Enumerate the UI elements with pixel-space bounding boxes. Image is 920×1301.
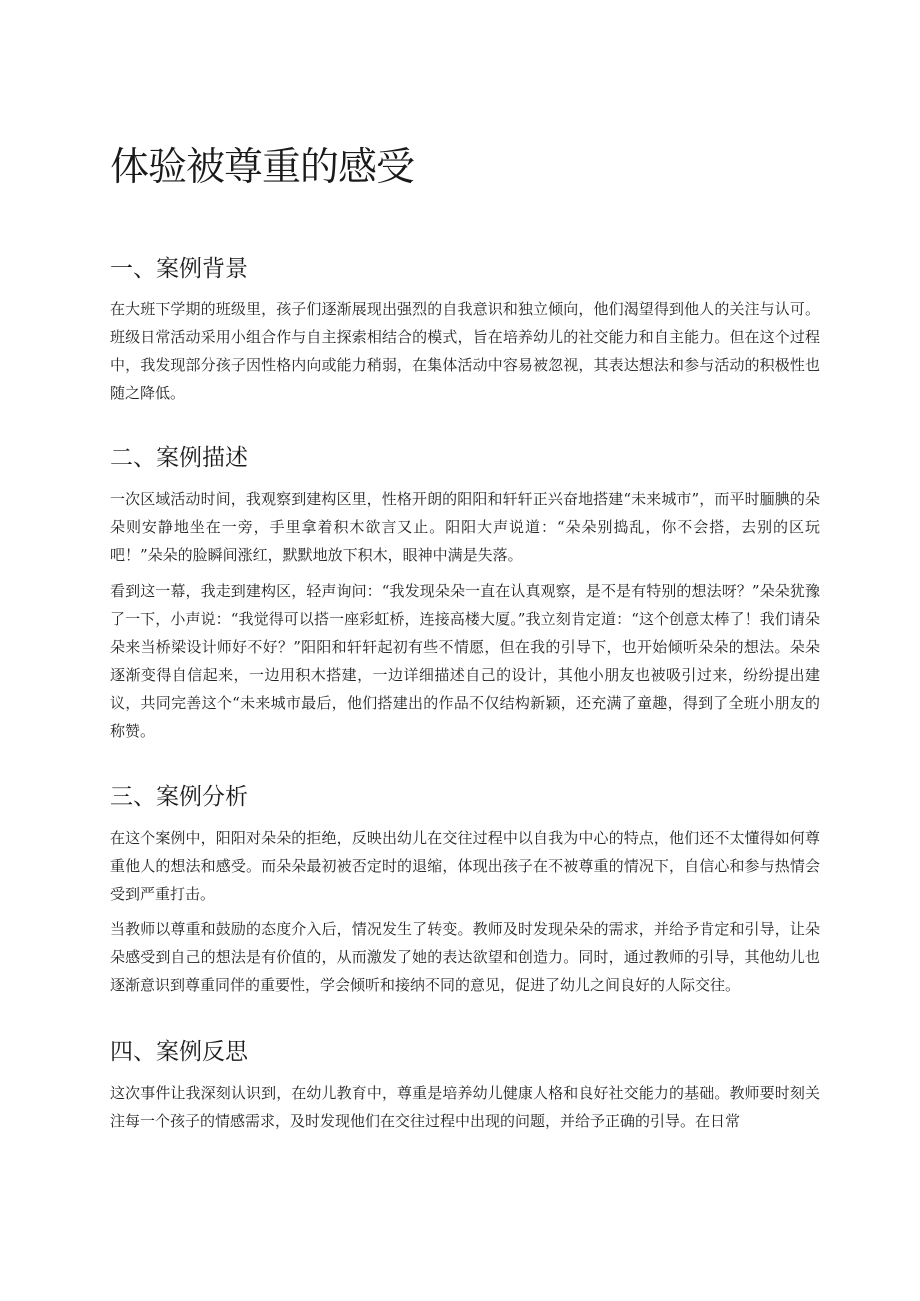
paragraph-analysis-2: 当教师以尊重和鼓励的态度介入后，情况发生了转变。教师及时发现朵朵的需求，并给予肯定和引导，让朵朵感受到自己的想法是有价值的，从而激发了她的表达欲望和创造力。同时，通过教师的引导，其他幼儿也逐渐意识到尊重同伴的重要性，学会倾听和接纳不同的意见，促进了幼儿之间良好的人际交往。 [110,920,820,994]
paragraph-background-1: 在大班下学期的班级里，孩子们逐渐展现出强烈的自我意识和独立倾向，他们渴望得到他人的关注与认可。班级日常活动采用小组合作与自主探索相结合的模式，旨在培养幼儿的社交能力和自主能力。但在这个过程中，我发现部分孩子因性格内向或能力稍弱，在集体活动中容易被忽视，其表达想法和参与活动的积极性也随之降低。 [110,300,820,402]
paragraph-description-2: 看到这一幕，我走到建构区，轻声询问：“我发现朵朵一直在认真观察，是不是有特别的想法呀？”朵朵犹豫了一下，小声说：“我觉得可以搭一座彩虹桥，连接高楼大厦。”我立刻肯定道：“这个创意太棒了！我们请朵朵来当桥梁设计师好不好？”阳阳和轩轩起初有些不情愿，但在我的引导下，也开始倾听朵朵的想法。朵朵逐渐变得自信起来，一边用积木搭建，一边详细描述自己的设计，其他小朋友也被吸引过来，纷纷提出建议，共同完善这个“未来城市最后，他们搭建出的作品不仅结构新颖，还充满了童趣，得到了全班小朋友的称赞。 [110,582,820,740]
paragraph-description-1: 一次区域活动时间，我观察到建构区里，性格开朗的阳阳和轩轩正兴奋地搭建“未来城市”，而平时腼腆的朵朵则安静地坐在一旁，手里拿着积木欲言又止。阳阳大声说道：“朵朵别捣乱，你不会搭，去别的区玩吧！”朵朵的脸瞬间涨红，默默地放下积木，眼神中满是失落。 [110,490,820,564]
section-heading-reflection: 四、案例反思 [110,1039,248,1065]
paragraph-analysis-1: 在这个案例中，阳阳对朵朵的拒绝，反映出幼儿在交往过程中以自我为中心的特点，他们还不太懂得如何尊重他人的想法和感受。而朵朵最初被否定时的退缩，体现出孩子在不被尊重的情况下，自信心和参与热情会受到严重打击。 [110,829,820,903]
paragraph-reflection-1: 这次事件让我深刻认识到，在幼儿教育中，尊重是培养幼儿健康人格和良好社交能力的基础。教师要时刻关注每一个孩子的情感需求，及时发现他们在交往过程中出现的问题，并给予正确的引导。在日常 [110,1084,820,1130]
document-title: 体验被尊重的感受 [110,145,415,190]
section-heading-analysis: 三、案例分析 [110,784,248,810]
section-heading-description: 二、案例描述 [110,445,248,471]
section-heading-background: 一、案例背景 [110,256,248,282]
